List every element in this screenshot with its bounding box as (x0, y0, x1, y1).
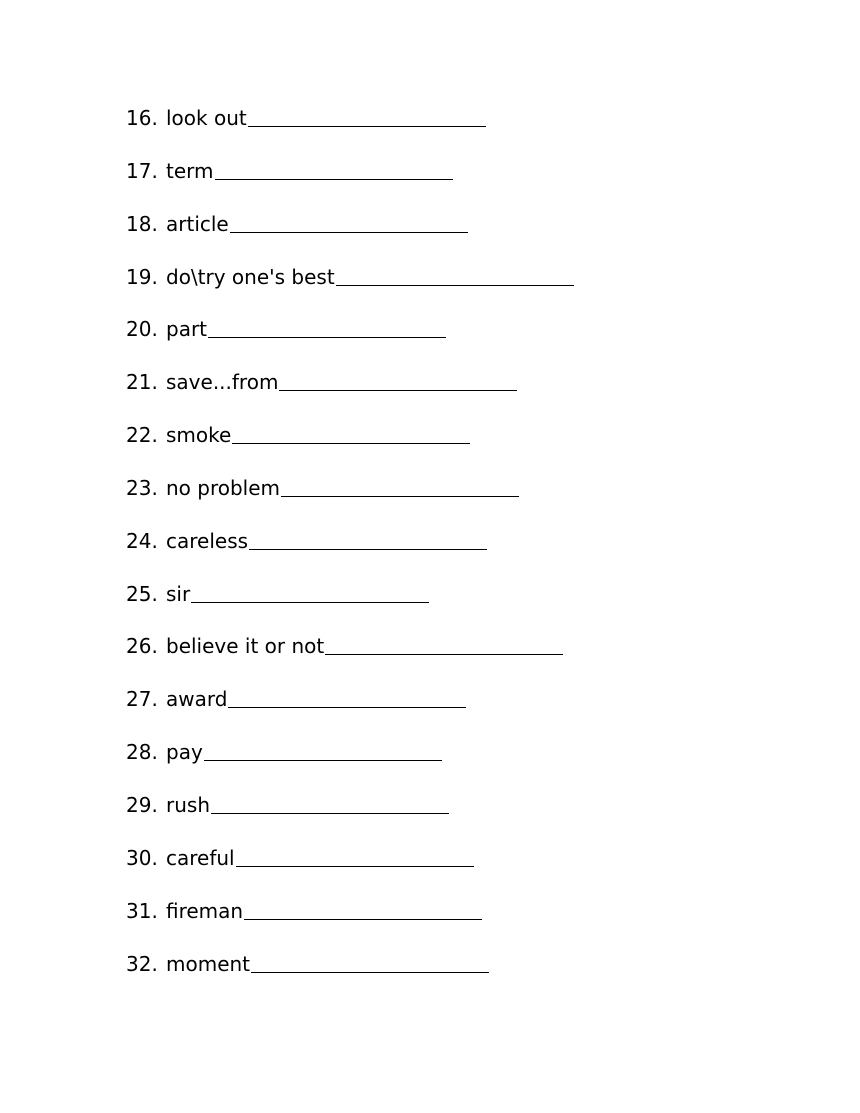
item-number: 16. (126, 106, 158, 130)
list-item (126, 579, 574, 632)
item-term: award (166, 687, 228, 712)
answer-blank-line[interactable] (249, 526, 487, 550)
item-term: term (166, 158, 214, 183)
item-number: 30. (126, 845, 158, 870)
list-item (126, 209, 574, 262)
item-term: careless (166, 528, 249, 553)
item-number: 22. (126, 423, 158, 448)
answer-blank-line[interactable] (279, 367, 517, 391)
answer-blank-line[interactable] (251, 949, 489, 973)
item-number: 21. (126, 370, 158, 395)
answer-blank-line[interactable] (211, 790, 449, 814)
item-term: rush (166, 792, 210, 817)
answer-blank-line[interactable] (232, 420, 470, 444)
answer-blank-line[interactable] (281, 473, 519, 497)
list-item (126, 103, 574, 156)
item-term: sir (166, 581, 191, 606)
vocabulary-list (126, 103, 574, 1001)
answer-blank-line[interactable] (204, 737, 442, 761)
answer-blank-line[interactable] (336, 262, 574, 286)
item-term: believe it or not (166, 634, 325, 659)
item-number: 20. (126, 317, 158, 342)
list-item (126, 156, 574, 209)
list-item (126, 843, 574, 896)
item-number: 27. (126, 687, 158, 712)
answer-blank-line[interactable] (248, 103, 486, 127)
item-term: smoke (166, 423, 232, 448)
list-item (126, 367, 574, 420)
list-item (126, 314, 574, 367)
answer-blank-line[interactable] (230, 209, 468, 233)
item-term: pay (166, 740, 203, 765)
list-item (126, 473, 574, 526)
item-number: 32. (126, 951, 158, 976)
item-number: 23. (126, 475, 158, 500)
list-item (126, 684, 574, 737)
answer-blank-line[interactable] (228, 684, 466, 708)
list-item (126, 262, 574, 315)
list-item (126, 526, 574, 579)
item-number: 31. (126, 898, 158, 923)
item-number: 29. (126, 792, 158, 817)
item-number: 25. (126, 581, 158, 606)
item-term: fireman (166, 898, 244, 923)
item-number: 26. (126, 634, 158, 659)
item-number: 17. (126, 158, 158, 183)
answer-blank-line[interactable] (208, 314, 446, 338)
answer-blank-line[interactable] (215, 156, 453, 180)
item-number: 19. (126, 264, 158, 289)
item-term: save...from (166, 370, 279, 395)
list-item (126, 790, 574, 843)
item-term: do\try one's best (166, 264, 335, 289)
item-term: look out (166, 106, 247, 130)
item-term: careful (166, 845, 235, 870)
item-term: article (166, 211, 229, 236)
list-item (126, 737, 574, 790)
item-term: moment (166, 951, 251, 976)
item-term: no problem (166, 475, 281, 500)
item-number: 24. (126, 528, 158, 553)
answer-blank-line[interactable] (236, 843, 474, 867)
answer-blank-line[interactable] (325, 631, 563, 655)
item-term: part (166, 317, 208, 342)
item-number: 18. (126, 211, 158, 236)
list-item (126, 896, 574, 949)
list-item (126, 949, 574, 1002)
list-item (126, 631, 574, 684)
answer-blank-line[interactable] (244, 896, 482, 920)
answer-blank-line[interactable] (191, 579, 429, 603)
list-item (126, 420, 574, 473)
item-number: 28. (126, 740, 158, 765)
